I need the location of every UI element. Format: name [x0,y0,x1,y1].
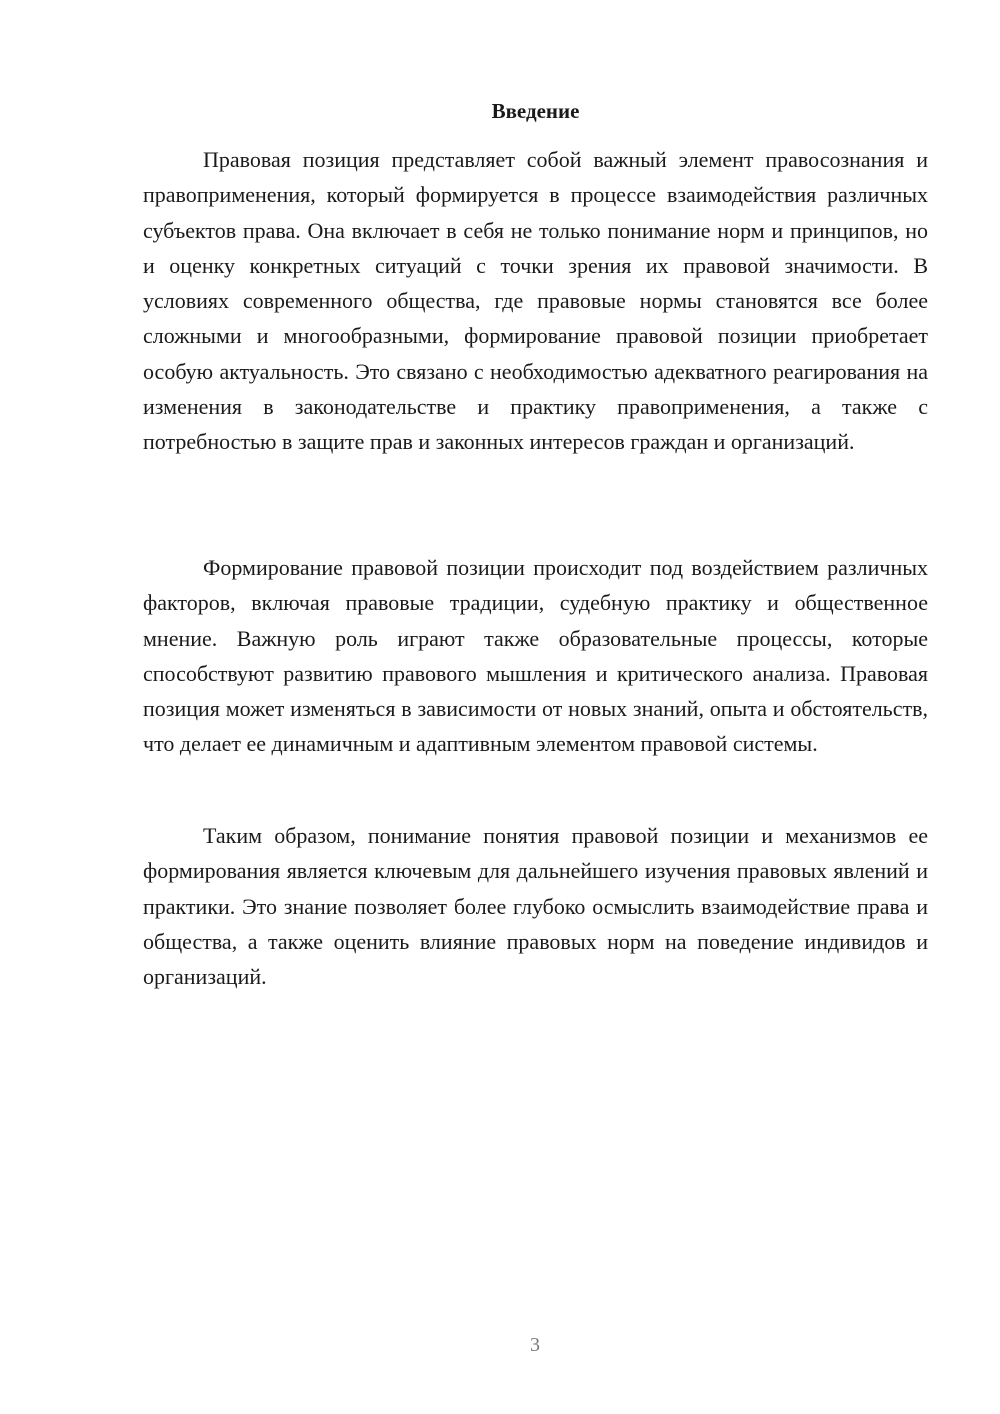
paragraph-1: Правовая позиция представляет собой важный элемент правосознания и правоприменения, который формируется в процессе взаимодействия различных субъектов права. Она включает в себя не только понимание норм и принципов, но и оценку конкретных ситуаций с точки зрения их правовой значимости. В условиях современного общества, где правовые нормы становятся все более сложными и многообразными, формирование правовой позиции приобретает особую актуальность. Это связано с необходимостью адекватного реагирования на изменения в законодательстве и практику правоприменения, а также с потребностью в защите прав и законных интересов граждан и организаций. [143,147,928,455]
paragraph-2: Формирование правовой позиции происходит под воздействием различных факторов, включая правовые традиции, судебную практику и общественное мнение. Важную роль играют также образовательные процессы, которые способствуют развитию правового мышления и критического анализа. Правовая позиция может изменяться в зависимости от новых знаний, опыта и обстоятельств, что делает ее динамичным и адаптивным элементом правовой системы. [143,555,928,757]
paragraph-3: Таким образом, понимание понятия правовой позиции и механизмов ее формирования является ключевым для дальнейшего изучения правовых явлений и практики. Это знание позволяет более глубоко осмыслить взаимодействие права и общества, а также оценить влияние правовых норм на поведение индивидов и организаций. [143,823,928,990]
page-number: 3 [530,1334,540,1356]
section-title: Введение [491,99,580,123]
